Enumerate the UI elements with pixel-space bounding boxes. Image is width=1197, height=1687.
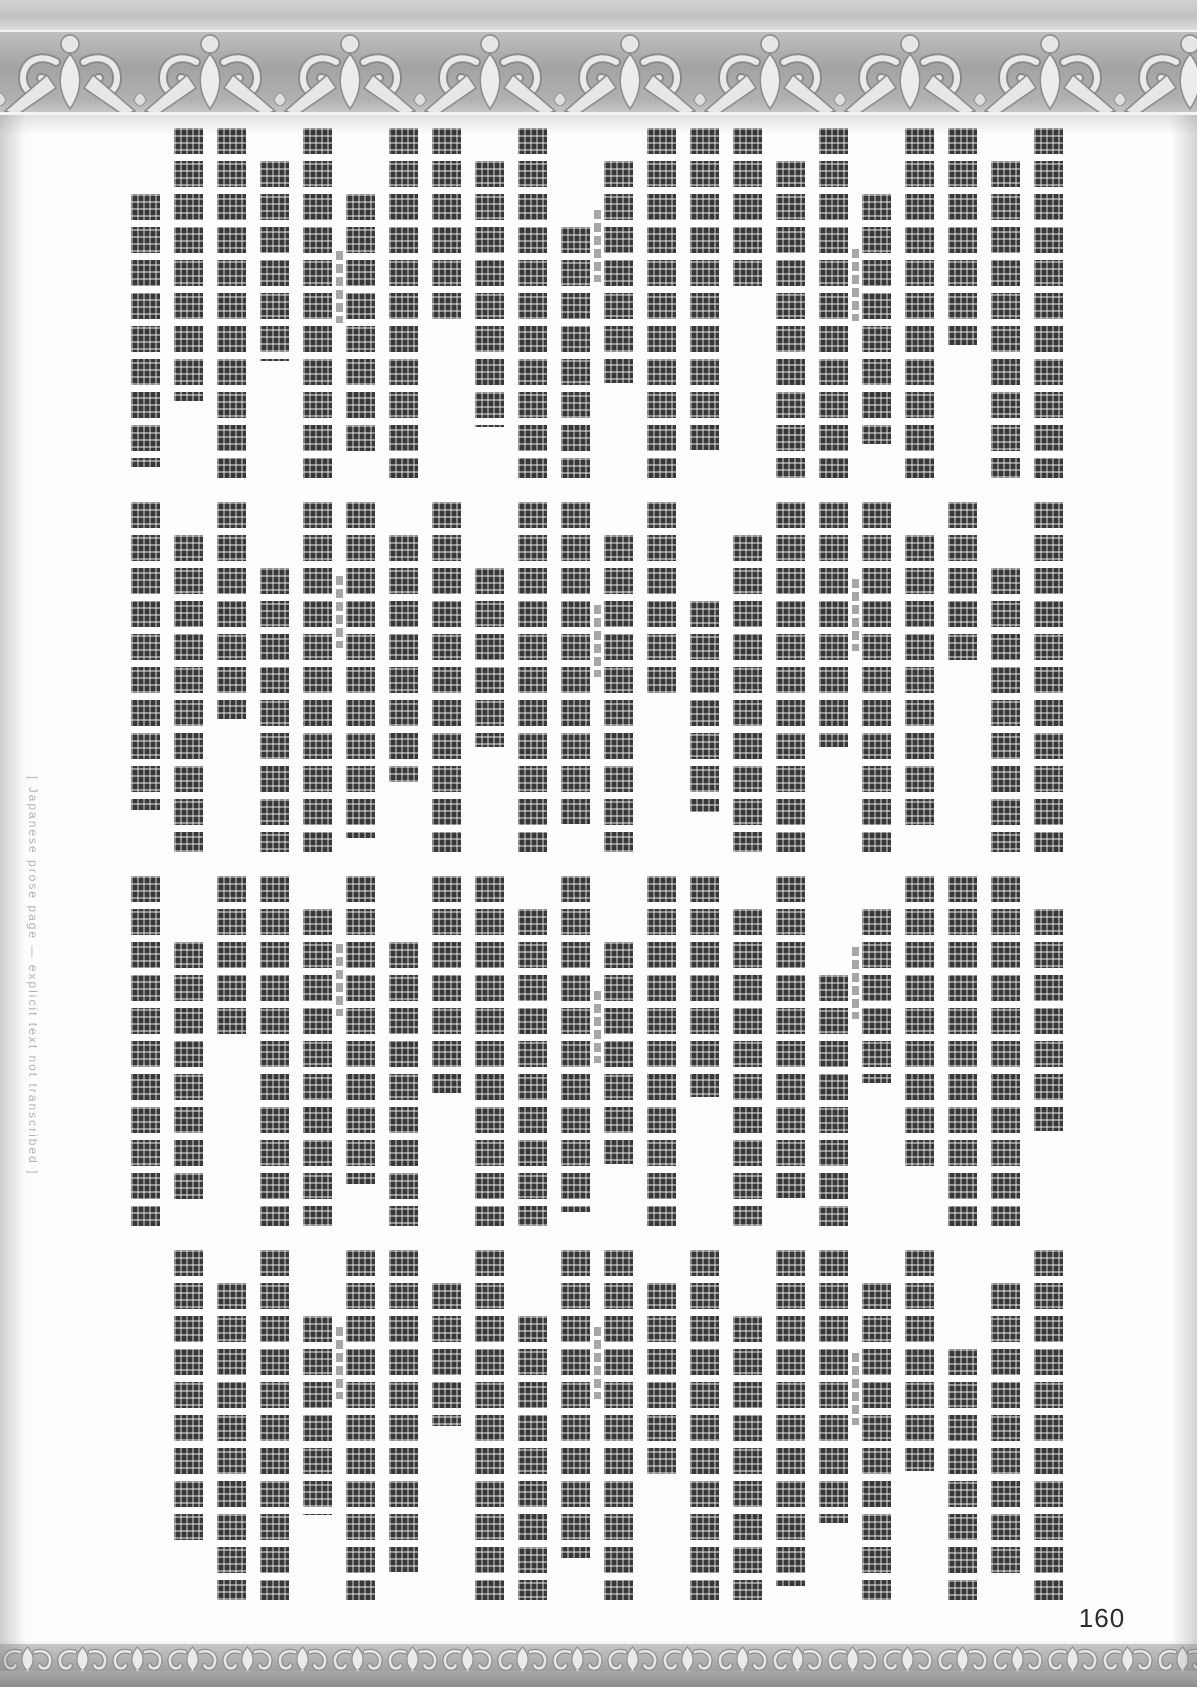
small-palmette-ornament-icon (880, 1644, 935, 1671)
text-column-redacted (733, 1316, 762, 1600)
text-column-redacted (260, 1250, 289, 1600)
text-column-redacted (346, 1250, 375, 1600)
text-column-redacted (389, 942, 418, 1226)
text-column-redacted (733, 535, 762, 852)
text-column-redacted (217, 128, 246, 478)
text-column-redacted (905, 876, 934, 1170)
text-column-redacted (303, 502, 332, 852)
text-column-redacted (389, 128, 418, 478)
small-palmette-ornament-icon (825, 1644, 880, 1671)
text-column-redacted (991, 161, 1020, 478)
small-palmette-ornament-icon (715, 1644, 770, 1671)
text-column-redacted (819, 975, 848, 1226)
text-column-redacted (862, 502, 891, 852)
small-palmette-ornament-icon (330, 1644, 385, 1671)
text-column-redacted (561, 876, 590, 1212)
palmette-ornament-icon (700, 32, 840, 115)
page-number: 160 (1078, 1603, 1126, 1633)
text-column-redacted (518, 1316, 547, 1600)
text-column-redacted (475, 161, 504, 427)
text-column-redacted (991, 568, 1020, 852)
small-palmette-ornament-icon (1155, 1644, 1197, 1671)
small-palmette-ornament-icon (495, 1644, 550, 1671)
text-column-redacted (604, 535, 633, 852)
small-palmette-ornament-icon (660, 1644, 715, 1671)
small-palmette-ornament-icon (165, 1644, 220, 1671)
palmette-ornament-icon (0, 32, 140, 115)
text-column-redacted (217, 502, 246, 719)
text-column-redacted (432, 1283, 461, 1426)
text-column-redacted (776, 876, 805, 1198)
text-column-redacted (131, 502, 160, 810)
text-column-redacted (260, 568, 289, 852)
text-column-redacted (174, 535, 203, 852)
ornament-border-bottom (0, 1641, 1197, 1671)
small-palmette-ornament-icon (1100, 1644, 1155, 1671)
text-column-redacted (905, 535, 934, 827)
text-column-redacted (475, 1250, 504, 1600)
small-palmette-ornament-icon (605, 1644, 660, 1671)
text-column-redacted (604, 161, 633, 383)
text-column-redacted (948, 1349, 977, 1600)
text-column-redacted (131, 876, 160, 1226)
palmette-ornament-icon (280, 32, 420, 115)
small-palmette-ornament-icon (55, 1644, 110, 1671)
text-column-redacted (862, 1283, 891, 1600)
text-column-redacted (174, 942, 203, 1203)
text-column-redacted (561, 502, 590, 824)
small-palmette-ornament-icon (935, 1644, 990, 1671)
text-column-redacted (647, 876, 676, 1226)
text-column-redacted (518, 502, 547, 852)
text-column-redacted (389, 1250, 418, 1572)
text-column-redacted (561, 227, 590, 478)
text-column-redacted (690, 601, 719, 812)
palmette-ornament-icon (980, 32, 1120, 115)
text-column-redacted (432, 876, 461, 1093)
small-palmette-ornament-icon (1045, 1644, 1100, 1671)
text-column-redacted (303, 909, 332, 1226)
scan-shadow-left (0, 115, 26, 1671)
text-column-redacted (647, 1283, 676, 1480)
text-column-redacted (432, 128, 461, 321)
small-palmette-ornament-icon (770, 1644, 825, 1671)
palmette-ornament-icon (560, 32, 700, 115)
text-column-redacted (776, 161, 805, 478)
page-bottom-edge (0, 1671, 1197, 1687)
small-palmette-ornament-icon (220, 1644, 275, 1671)
palmette-ornament-icon (1120, 32, 1197, 115)
text-column-redacted (518, 909, 547, 1226)
text-column-redacted (690, 128, 719, 450)
text-column-redacted (991, 1283, 1020, 1575)
text-column-redacted (905, 1250, 934, 1471)
text-column-redacted (776, 1250, 805, 1586)
text-column-redacted (948, 876, 977, 1226)
text-column-redacted (260, 876, 289, 1226)
small-palmette-ornament-icon (385, 1644, 440, 1671)
text-column-redacted (174, 128, 203, 401)
text-column-redacted (690, 876, 719, 1097)
redaction-notice: [ Japanese prose page — explicit text not transcribed ] (26, 776, 40, 1176)
page-top-edge (0, 0, 1197, 30)
text-column-redacted (819, 502, 848, 747)
text-column-redacted (604, 1250, 633, 1600)
text-column-redacted (905, 128, 934, 478)
text-column-redacted (647, 128, 676, 478)
text-column-redacted (1034, 502, 1063, 852)
ornament-border-top (0, 30, 1197, 115)
text-column-redacted (432, 502, 461, 852)
text-column-redacted (862, 909, 891, 1083)
text-column-redacted (346, 194, 375, 455)
text-column-redacted (389, 535, 418, 782)
text-column-redacted (647, 502, 676, 695)
text-column-redacted (991, 876, 1020, 1226)
scan-shadow-right (1171, 115, 1197, 1671)
text-column-redacted (776, 502, 805, 852)
text-column-redacted (303, 1316, 332, 1515)
text-column-redacted (518, 128, 547, 478)
text-column-redacted (475, 876, 504, 1226)
small-palmette-ornament-icon (550, 1644, 605, 1671)
text-column-redacted (690, 1250, 719, 1600)
text-column-redacted (819, 1250, 848, 1523)
small-palmette-ornament-icon (275, 1644, 330, 1671)
palmette-ornament-icon (840, 32, 980, 115)
text-column-redacted (948, 128, 977, 345)
text-column-redacted (1034, 1250, 1063, 1600)
text-column-redacted (733, 128, 762, 286)
text-column-redacted (303, 128, 332, 478)
text-column-redacted (948, 502, 977, 660)
text-column-redacted (604, 942, 633, 1164)
text-column-redacted (819, 128, 848, 478)
text-column-redacted (733, 909, 762, 1226)
text-column-redacted (131, 194, 160, 467)
text-block-3 (133, 876, 1063, 1226)
palmette-ornament-icon (420, 32, 560, 115)
text-column-redacted (260, 161, 289, 361)
small-palmette-ornament-icon (110, 1644, 165, 1671)
text-block-2 (133, 502, 1063, 852)
small-palmette-ornament-icon (0, 1644, 55, 1671)
text-column-redacted (1034, 128, 1063, 478)
text-column-redacted (862, 194, 891, 444)
text-column-redacted (217, 876, 246, 1034)
small-palmette-ornament-icon (990, 1644, 1045, 1671)
text-column-redacted (346, 876, 375, 1184)
text-column-redacted (346, 502, 375, 838)
palmette-ornament-icon (140, 32, 280, 115)
text-block-4 (133, 1250, 1063, 1600)
text-column-redacted (561, 1250, 590, 1558)
text-block-1 (133, 128, 1063, 478)
text-column-redacted (475, 568, 504, 747)
small-palmette-ornament-icon (440, 1644, 495, 1671)
text-column-redacted (1034, 909, 1063, 1131)
text-column-redacted (174, 1250, 203, 1544)
text-column-redacted (217, 1283, 246, 1600)
vertical-text-area (133, 128, 1063, 1600)
